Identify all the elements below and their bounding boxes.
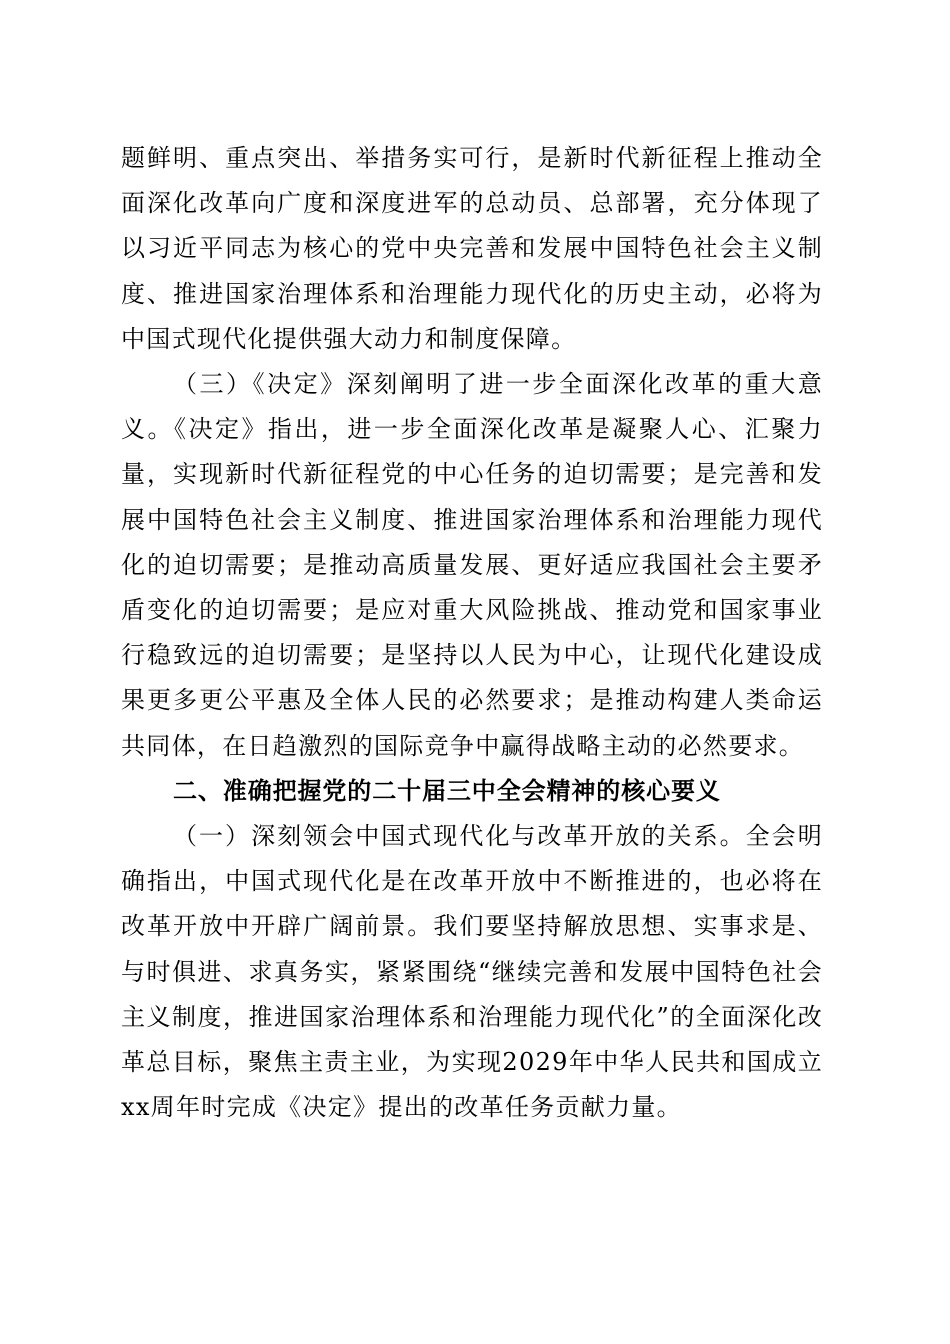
paragraph-subsection-1: （一）深刻领会中国式现代化与改革开放的关系。全会明确指出，中国式现代化是在改革开放中不断推进的，也必将在改革开放中开辟广阔前景。我们要坚持解放思想、实事求是、与时俱进、求真务实，紧紧围绕“继续完善和发展中国特色社会主义制度，推进国家治理体系和治理能力现代化”的全面深化改革总目标，聚焦主责主业，为实现2029年中华人民共和国成立xx周年时完成《决定》提出的改革任务贡献力量。 (121, 822, 823, 1122)
document-body (121, 136, 823, 1130)
paragraph-section-3: （三）《决定》深刻阐明了进一步全面深化改革的重大意义。《决定》指出，进一步全面深化改革是凝聚人心、汇聚力量，实现新时代新征程党的中心任务的迫切需要；是完善和发展中国特色社会主义制度、推进国家治理体系和治理能力现代化的迫切需要；是推动高质量发展、更好适应我国社会主要矛盾变化的迫切需要；是应对重大风险挑战、推动党和国家事业行稳致远的迫切需要；是坚持以人民为中心，让现代化建设成果更多更公平惠及全体人民的必然要求；是推动构建人类命运共同体，在日趋激烈的国际竞争中赢得战略主动的必然要求。 (121, 370, 823, 760)
section-heading-2: 二、准确把握党的二十届三中全会精神的核心要义 (173, 776, 721, 805)
paragraph-continuation: 题鲜明、重点突出、举措务实可行，是新时代新征程上推动全面深化改革向广度和深度进军的总动员、总部署，充分体现了以习近平同志为核心的党中央完善和发展中国特色社会主义制度、推进国家治理体系和治理能力现代化的历史主动，必将为中国式现代化提供强大动力和制度保障。 (121, 144, 823, 353)
